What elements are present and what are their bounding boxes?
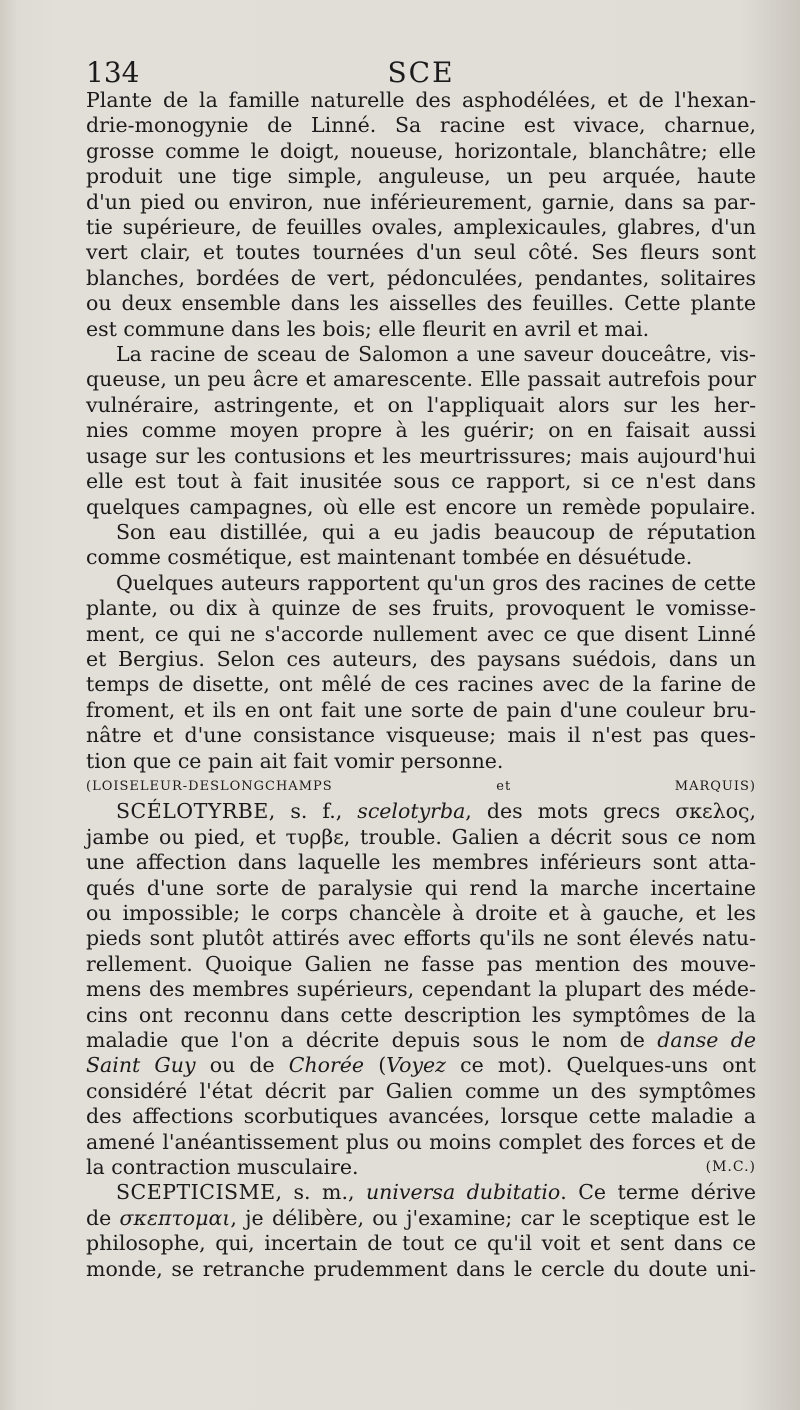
- author-signature: (M.C.): [705, 1159, 756, 1176]
- author-signature: (LOISELEUR-DESLONGCHAMPS et MARQUIS): [86, 778, 756, 794]
- text-line: ou impossible; le corps chancèle à droite et à gauche, et les: [86, 901, 756, 925]
- greek-term: σκεπτομαι: [119, 1205, 231, 1230]
- text-line: blanches, bordées de vert, pédonculées, pendantes, solitaires: [86, 265, 756, 290]
- text-fragment: , des mots grecs σκελος,: [465, 799, 756, 824]
- running-head: SCE: [387, 56, 455, 89]
- italic-term: danse de: [657, 1028, 756, 1053]
- text-line: vert clair, et toutes tournées d'un seul côté. Ses fleurs sont: [86, 240, 756, 265]
- text-line: qués d'une sorte de paralysie qui rend la marche incertaine: [86, 875, 756, 900]
- text-line: elle est tout à fait inusitée sous ce rapport, si ce n'est dans: [86, 469, 756, 494]
- text-line: une affection dans laquelle les membres inférieurs sont atta-: [86, 850, 756, 875]
- text-line: jambe ou pied, et τυρβε, trouble. Galien a décrit sous ce nom: [86, 824, 756, 849]
- text-line: monde, se retranche prudemment dans le cercle du doute uni-: [86, 1256, 756, 1281]
- entry-headword: SCEPTICISME: [116, 1180, 276, 1205]
- text-line: [86, 1028, 756, 1053]
- text-line: ment, ce qui ne s'accorde nullement avec ce que disent Linné: [86, 621, 756, 646]
- text-line: [86, 1155, 756, 1180]
- text-line: grosse comme le doigt, noueuse, horizontale, blanchâtre; elle: [86, 138, 756, 163]
- text-line: vulnéraire, astringente, et on l'appliquait alors sur les her-: [86, 392, 756, 417]
- page-body: [86, 88, 756, 1282]
- page-number: 134: [86, 56, 140, 89]
- text-fragment: maladie que l'on a décrite depuis sous le nom de: [86, 1028, 658, 1053]
- text-line: Son eau distillée, qui a eu jadis beaucoup de réputation: [116, 519, 756, 544]
- italic-term: Saint Guy: [86, 1053, 196, 1078]
- paragraph-authors: [86, 571, 756, 800]
- paragraph-distilled-water: [86, 520, 756, 571]
- text-line: Plante de la famille naturelle des asphodélées, et de l'hexan-: [86, 88, 756, 112]
- italic-term: Chorée: [288, 1053, 365, 1078]
- entry-first-line: [86, 799, 756, 824]
- text-line: rellement. Quoique Galien ne fasse pas mention des mouve-: [86, 951, 756, 976]
- text-line: plante, ou dix à quinze de ses fruits, provoquent le vomisse-: [86, 596, 756, 621]
- entry-headword: SCÉLOTYRBE: [116, 799, 269, 824]
- text-line: [86, 1053, 756, 1078]
- text-line: La racine de sceau de Salomon a une saveur douceâtre, vis-: [116, 342, 756, 367]
- text-line: est commune dans les bois; elle fleurit en avril et mai.: [86, 316, 650, 341]
- entry-first-line: [86, 1180, 756, 1205]
- text-line: nâtre et d'une consistance visqueuse; mais il n'est pas ques-: [86, 723, 756, 748]
- text-line: cins ont reconnu dans cette description les symptômes de la: [86, 1002, 756, 1027]
- paragraph-root-properties: [86, 342, 756, 520]
- entry-scelotyrbe: [86, 799, 756, 1180]
- text-line: ou deux ensemble dans les aisselles des feuilles. Cette plante: [86, 291, 756, 316]
- text-line: usage sur les contusions et les meurtrissures; mais aujourd'hui: [86, 443, 756, 468]
- text-line: nies comme moyen propre à les guérir; on en faisait aussi: [86, 418, 756, 443]
- text-line: quelques campagnes, où elle est encore un remède populaire.: [86, 494, 756, 519]
- text-line: [86, 1206, 756, 1231]
- text-line: temps de disette, ont mêlé de ces racines avec de la farine de: [86, 672, 756, 697]
- text-line: amené l'anéantissement plus ou moins complet des forces et de: [86, 1129, 756, 1154]
- text-line: froment, et ils en ont fait une sorte de pain d'une couleur bru-: [86, 697, 756, 722]
- text-line: queuse, un peu âcre et amarescente. Elle passait autrefois pour: [86, 367, 756, 392]
- paragraph-plant-description: [86, 88, 756, 342]
- text-line: mens des membres supérieurs, cependant la plupart des méde-: [86, 977, 756, 1002]
- text-fragment: ce mot). Quelques-uns ont: [445, 1053, 756, 1078]
- text-line: des affections scorbutiques avancées, lorsque cette maladie a: [86, 1104, 756, 1129]
- page-header: [86, 56, 756, 90]
- text-line: d'un pied ou environ, nue inférieurement, garnie, dans sa par-: [86, 189, 756, 214]
- text-line: tion que ce pain ait fait vomir personne.: [86, 748, 504, 773]
- text-line: tie supérieure, de feuilles ovales, amplexicaules, glabres, d'un: [86, 215, 756, 240]
- italic-term: Voyez: [386, 1053, 446, 1078]
- text-line: comme cosmétique, est maintenant tombée en désuétude.: [86, 545, 693, 570]
- text-fragment: la contraction musculaire.: [86, 1155, 359, 1180]
- latin-term: universa dubitatio: [365, 1180, 561, 1205]
- text-line: pieds sont plutôt attirés avec efforts qu'ils ne sont élevés natu-: [86, 926, 756, 951]
- text-fragment: (: [364, 1053, 387, 1078]
- text-fragment: . Ce terme dérive: [560, 1180, 757, 1205]
- text-fragment: de: [86, 1205, 120, 1230]
- latin-term: scelotyrba: [357, 799, 466, 824]
- text-line: considéré l'état décrit par Galien comme un des symptômes: [86, 1078, 756, 1103]
- text-line: produit une tige simple, anguleuse, un peu arquée, haute: [86, 164, 756, 189]
- text-fragment: ou de: [195, 1053, 289, 1078]
- text-fragment: , je délibère, ou j'examine; car le sceptique est le: [230, 1205, 756, 1230]
- grammar-label: , s. m.,: [275, 1180, 366, 1205]
- grammar-label: , s. f.,: [268, 799, 358, 824]
- text-line: Quelques auteurs rapportent qu'un gros des racines de cette: [116, 570, 756, 595]
- text-line: philosophe, qui, incertain de tout ce qu'il voit et sent dans ce: [86, 1231, 756, 1256]
- text-line: drie-monogynie de Linné. Sa racine est vivace, charnue,: [86, 113, 756, 138]
- entry-scepticisme: [86, 1180, 756, 1282]
- text-line: et Bergius. Selon ces auteurs, des paysans suédois, dans un: [86, 646, 756, 671]
